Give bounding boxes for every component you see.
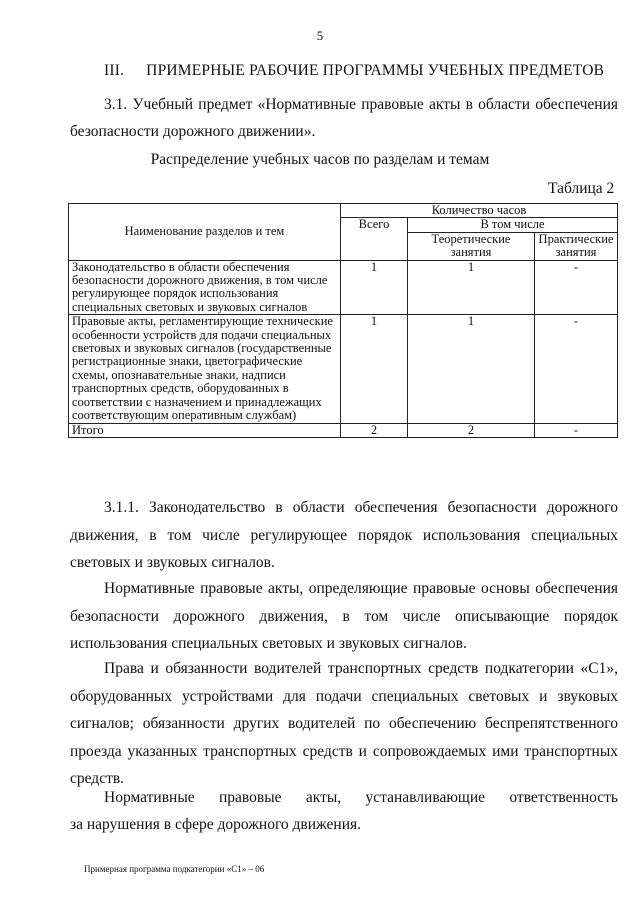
header-including: В том числе — [408, 218, 618, 232]
distribution-title: Распределение учебных часов по разделам и темам — [150, 151, 490, 168]
header-name: Наименование разделов и тем — [69, 204, 341, 261]
section-numeral: III. — [104, 62, 125, 79]
section-title: ПРИМЕРНЫЕ РАБОЧИЕ ПРОГРАММЫ УЧЕБНЫХ ПРЕДМЕТОВ — [146, 62, 605, 79]
row-theory: 1 — [408, 260, 535, 315]
row-theory: 1 — [408, 315, 535, 423]
table-row — [69, 260, 618, 315]
row-total: 1 — [341, 260, 408, 315]
hours-table — [68, 203, 618, 438]
section-heading — [104, 62, 604, 80]
table-row — [69, 315, 618, 423]
paragraph-responsibility: Нормативные правовые акты, устанавливающие ответственность — [104, 789, 618, 806]
row-name: Итого — [69, 423, 341, 437]
row-total: 2 — [341, 423, 408, 437]
row-name: Правовые акты, регламентирующие технические особенности устройств для подачи специальных световых и звуковых сигналов (государственные регистрационные знаки, цветографические схемы, опознавательные знаки, надписи транспортных средств, оборудованных в соответствии с назначением и принадлежащих соответствующим оперативным службам) — [69, 315, 341, 423]
row-practice: - — [535, 423, 618, 437]
subject-line: 3.1. Учебный предмет «Нормативные правовые акты в области обеспечения безопасности дорожного движении». — [70, 96, 618, 140]
table-total-row — [69, 423, 618, 437]
paragraph-normative-acts: Нормативные правовые акты, определяющие правовые основы обеспечения безопасности дорожного движения, в том числе описывающие порядок использования специальных световых и звуковых сигналов. — [70, 580, 618, 652]
header-practice: Практические занятия — [535, 232, 618, 260]
row-total: 1 — [341, 315, 408, 423]
row-practice: - — [535, 260, 618, 315]
table-header-row — [69, 204, 618, 218]
row-theory: 2 — [408, 423, 535, 437]
row-name: Законодательство в области обеспечения безопасности дорожного движения, в том числе регулирующее порядок использования специальных световых и звуковых сигналов — [69, 260, 341, 315]
page-footer: Примерная программа подкатегории «С1» – 06 — [84, 864, 265, 874]
page-number: 5 — [316, 28, 324, 43]
header-total: Всего — [341, 218, 408, 260]
paragraph-driver-rights: Права и обязанности водителей транспортных средств подкатегории «С1», оборудованных устройствами для подачи специальных световых и звуковых сигналов; обязанности других водителей по обеспечению беспрепятственного проезда указанных транспортных средств и сопровождаемых ими транспортных средств. — [70, 660, 618, 787]
table-label: Таблица 2 — [548, 180, 615, 197]
header-hours: Количество часов — [341, 204, 618, 218]
paragraph-responsibility-cont: за нарушения в сфере дорожного движения. — [70, 816, 362, 833]
row-practice: - — [535, 315, 618, 423]
paragraph-legislation: 3.1.1. Законодательство в области обеспечения безопасности дорожного движения, в том числе регулирующее порядок использования специальных световых и звуковых сигналов. — [70, 499, 618, 571]
header-theory: Теоретические занятия — [408, 232, 535, 260]
